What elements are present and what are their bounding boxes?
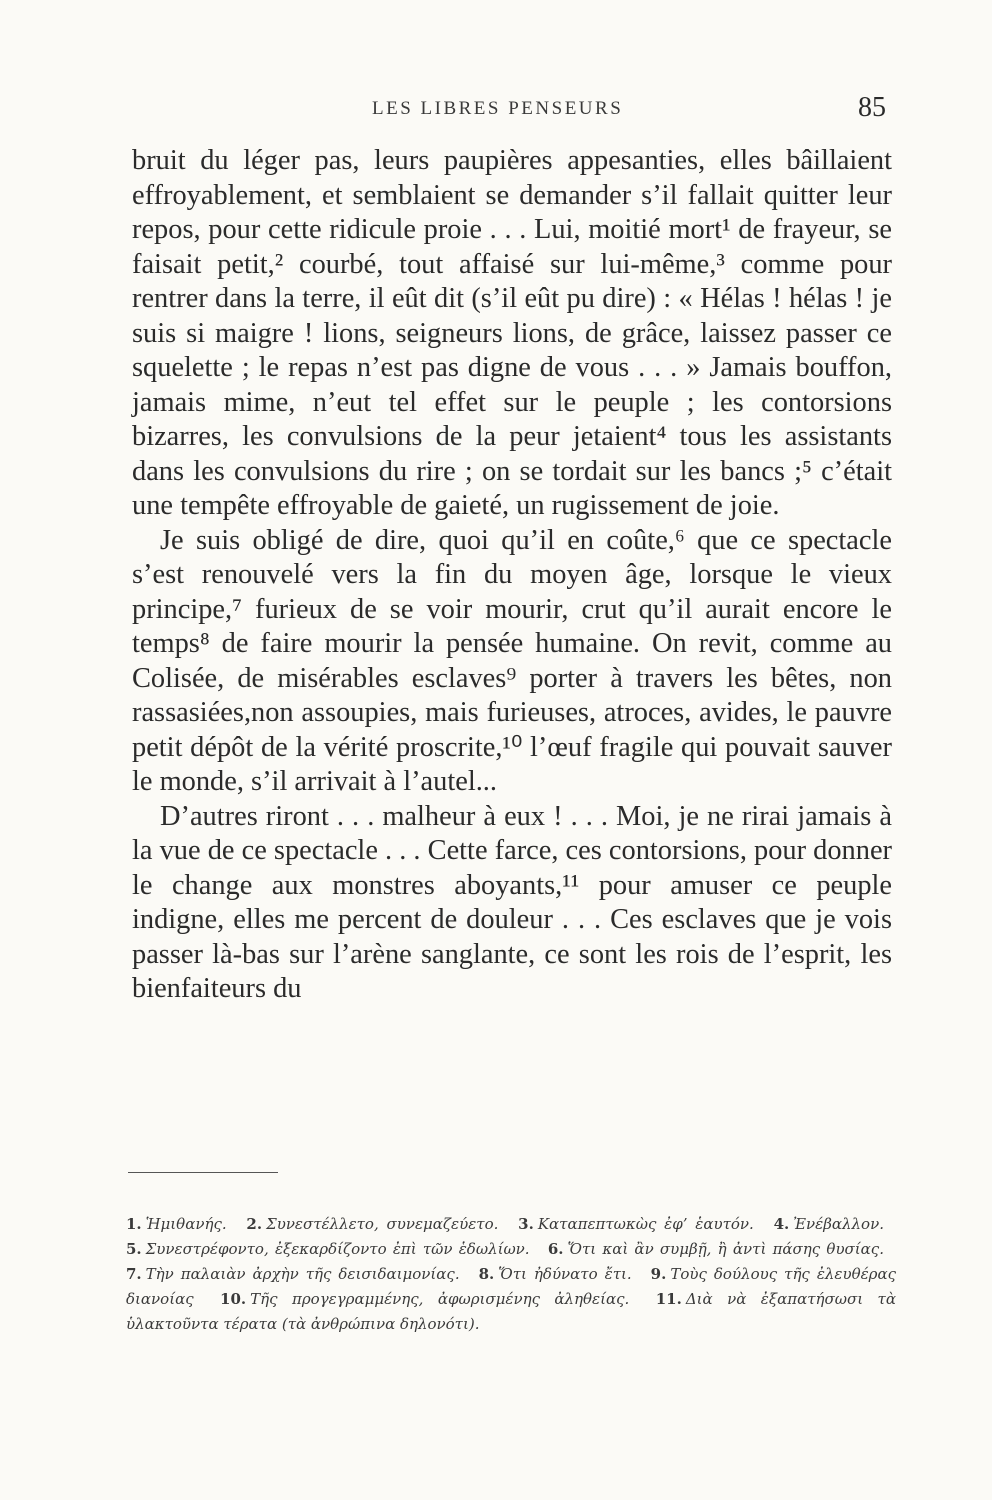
paragraph: Je suis obligé de dire, quoi qu’il en coûte,⁶ que ce spectacle s’est renouvelé vers la fin du moyen âge, lorsque le vieux principe,⁷ furieux de se voir mourir, crut qu’il aurait encore le temps⁸ de faire mourir la pensée humaine. On revit, comme au Colisée, de misérables esclaves⁹ porter à travers les bêtes, non rassasiées,non assoupies, mais furieuses, atroces, avides, le pauvre petit dépôt de la vérité proscrite,¹⁰ l’œuf fragile qui pouvait sauver le monde, s’il arrivait à l’autel... bbox=[132, 524, 892, 797]
footnote: 7. Τὴν παλαιὰν ἀρχὴν τῆς δεισιδαιμονίας. bbox=[126, 1265, 460, 1283]
footnote: 5. Συνεστρέφοντο, ἐξεκαρδίζοντο ἐπὶ τῶν ἑδωλίων. bbox=[126, 1240, 530, 1258]
footnote-divider bbox=[128, 1172, 278, 1173]
running-title: LES LIBRES PENSEURS bbox=[372, 98, 624, 119]
footnote: 8. Ὅτι ἠδύνατο ἔτι. bbox=[478, 1265, 632, 1283]
paragraph: D’autres riront . . . malheur à eux ! . . . Moi, je ne rirai jamais à la vue de ce spectacle . . . Cette farce, ces contorsions, pour donner le change aux monstres aboyants,¹¹ pour amuser ce peuple indigne, elles me percent de douleur . . . Ces esclaves que je vois passer là-bas sur l’arène sanglante, ce sont les rois de l’esprit, les bienfaiteurs du bbox=[132, 800, 892, 1004]
footnote: 3. Καταπεπτωκὼς ἐφ’ ἑαυτόν. bbox=[518, 1215, 754, 1233]
footnote: 1. Ἡμιθανής. bbox=[126, 1215, 227, 1233]
page-number: 85 bbox=[858, 92, 886, 123]
footnote: 4. Ἐνέβαλλον. bbox=[773, 1215, 884, 1233]
footnotes bbox=[126, 1212, 896, 1337]
body-text bbox=[132, 144, 892, 1007]
paragraph: bruit du léger pas, leurs paupières appesanties, elles bâillaient effroyablement, et semblaient se demander s’il fallait quitter leur repos, pour cette ridicule proie . . . Lui, moitié mort¹ de frayeur, se faisait petit,² courbé, tout affaisé sur lui-même,³ comme pour rentrer dans la terre, il eût dit (s’il eût pu dire) : « Hélas ! hélas ! je suis si maigre ! lions, seigneurs lions, de grâce, laissez passer ce squelette ; le repas n’est pas digne de vous . . . » Jamais bouffon, jamais mime, n’eut tel effet sur le peuple ; les contorsions bizarres, les convulsions de la peur jetaient⁴ tous les assistants dans les convulsions du rire ; on se tordait sur les bancs ;⁵ c’était une tempête effroyable de gaieté, un rugissement de joie. bbox=[132, 145, 892, 521]
footnote: 10. Τῆς προγεγραμμένης, ἀφωρισμένης ἀληθείας. bbox=[220, 1290, 630, 1308]
footnote: 6. Ὅτι καὶ ἂν συμβῇ, ἢ ἀντὶ πάσης θυσίας. bbox=[547, 1240, 884, 1258]
footnote: 9. Τοὺς δούλους τῆς ἐλευθέρας διανοίας bbox=[126, 1265, 896, 1308]
footnote: 2. Συνεστέλλετο, συνεμαζεύετο. bbox=[246, 1215, 499, 1233]
footnote: 11. Διὰ νὰ ἐξαπατήσωσι τὰ ὑλακτοῦντα τέρατα (τὰ ἀνθρώπινα δηλονότι). bbox=[126, 1290, 896, 1333]
